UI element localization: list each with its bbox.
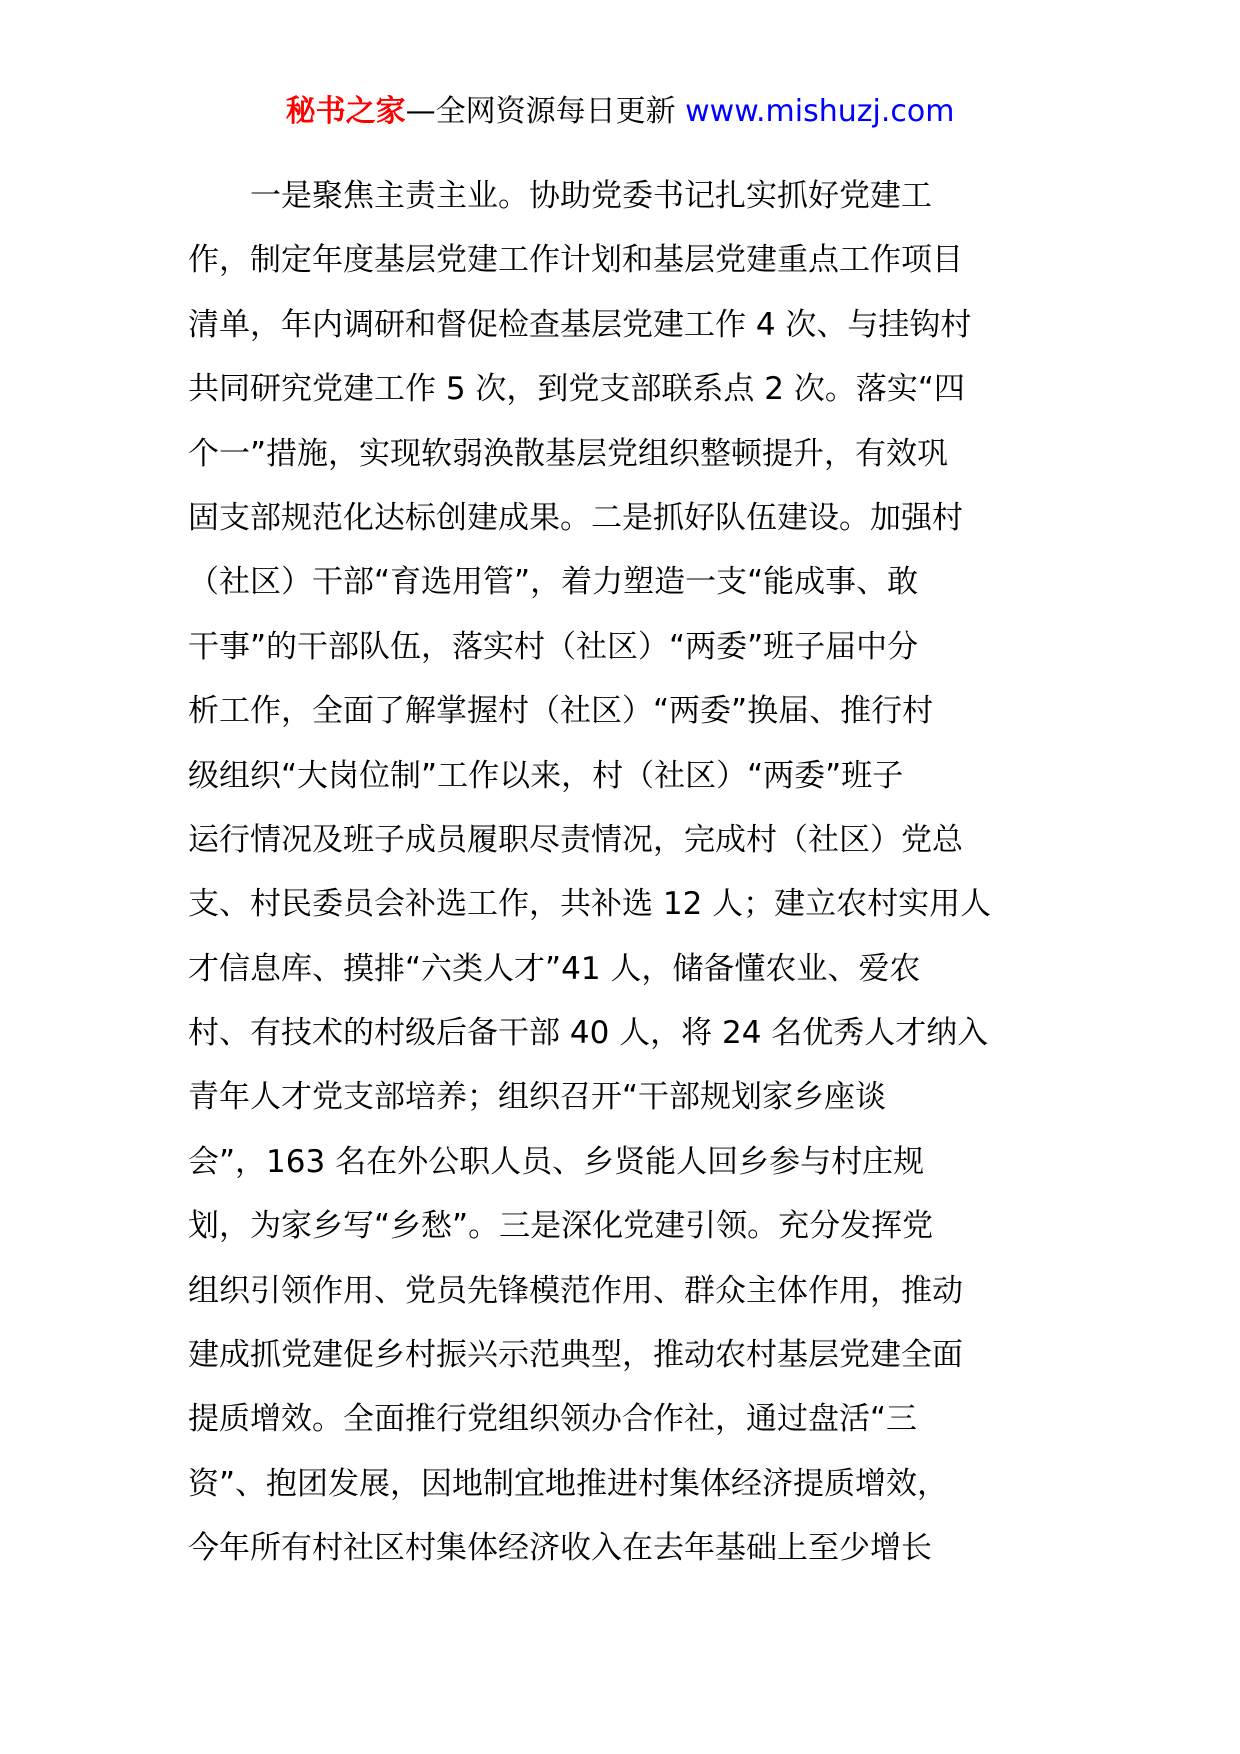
text-line: 清单，年内调研和督促检查基层党建工作 4 次、与挂钩村 (188, 306, 972, 343)
text-line: 共同研究党建工作 5 次，到党支部联系点 2 次。落实“四 (188, 371, 965, 408)
text-line: （社区）干部“育选用管”，着力塑造一支“能成事、敢 (188, 564, 919, 601)
site-tagline: —全网资源每日更新 (405, 94, 676, 129)
text-line: 才信息库、摸排“六类人才”41 人，储备懂农业、爱农 (188, 950, 921, 987)
site-url-link[interactable]: www.mishuzj.com (685, 94, 955, 129)
text-line: 干事”的干部队伍，落实村（社区）“两委”班子届中分 (188, 628, 919, 665)
text-line: 划，为家乡写“乡愁”。三是深化党建引领。充分发挥党 (188, 1208, 934, 1245)
text-line: 建成抓党建促乡村振兴示范典型，推动农村基层党建全面 (188, 1337, 963, 1374)
text-line: 村、有技术的村级后备干部 40 人，将 24 名优秀人才纳入 (188, 1015, 989, 1052)
text-line: 资”、抱团发展，因地制宜地推进村集体经济提质增效， (188, 1465, 949, 1502)
text-line: 支、村民委员会补选工作，共补选 12 人；建立农村实用人 (188, 886, 992, 923)
text-line: 青年人才党支部培养；组织召开“干部规划家乡座谈 (188, 1079, 887, 1116)
text-line: 一是聚焦主责主业。协助党委书记扎实抓好党建工 (188, 178, 932, 214)
site-brand: 秘书之家 (285, 94, 406, 129)
text-line: 提质增效。全面推行党组织领办合作社，通过盘活“三 (188, 1401, 918, 1438)
page-header (0, 92, 1240, 132)
text-line: 运行情况及班子成员履职尽责情况，完成村（社区）党总 (188, 821, 963, 858)
text-line: 组织引领作用、党员先锋模范作用、群众主体作用，推动 (188, 1272, 963, 1309)
document-body (188, 164, 1054, 1581)
text-line: 今年所有村社区村集体经济收入在去年基础上至少增长 (188, 1530, 932, 1567)
text-line: 析工作，全面了解掌握村（社区）“两委”换届、推行村 (188, 693, 934, 730)
text-line: 作，制定年度基层党建工作计划和基层党建重点工作项目 (188, 242, 963, 279)
text-line: 固支部规范化达标创建成果。二是抓好队伍建设。加强村 (188, 499, 963, 536)
text-line: 级组织“大岗位制”工作以来，村（社区）“两委”班子 (188, 757, 904, 794)
text-line: 个一”措施，实现软弱涣散基层党组织整顿提升，有效巩 (188, 435, 949, 472)
text-line: 会”，163 名在外公职人员、乡贤能人回乡参与村庄规 (188, 1143, 925, 1180)
